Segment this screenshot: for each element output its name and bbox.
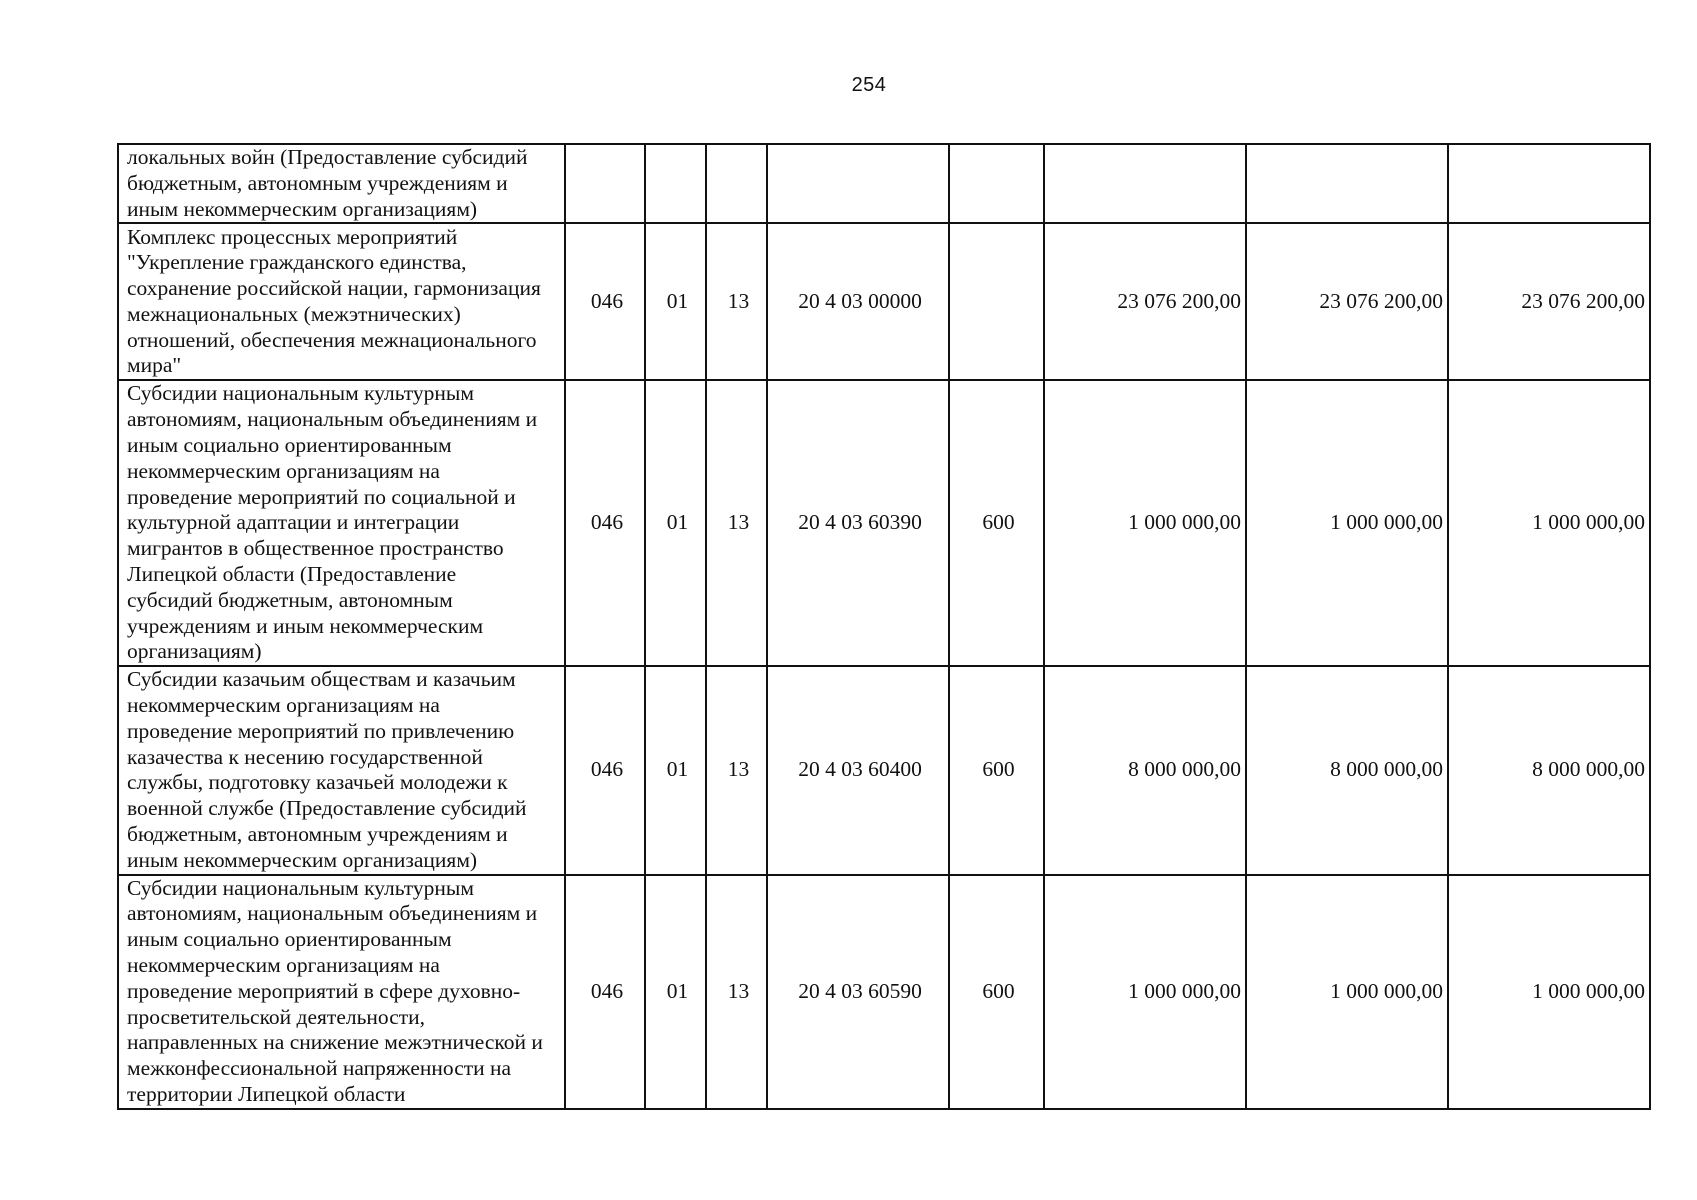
expense-type-code: 600	[949, 875, 1044, 1109]
subsection-code: 13	[706, 380, 767, 666]
row-description: локальных войн (Предоставление субсидий бюджетным, автономным учреждениям и иным некоммерческим организациям)	[118, 144, 565, 223]
table-row	[118, 380, 1650, 666]
table-row	[118, 875, 1650, 1109]
section-code: 01	[645, 875, 706, 1109]
target-article-code	[767, 144, 949, 223]
expense-type-code	[949, 223, 1044, 380]
amount-year-1: 1 000 000,00	[1044, 875, 1246, 1109]
amount-year-3	[1448, 144, 1650, 223]
amount-year-2: 8 000 000,00	[1246, 666, 1448, 874]
amount-year-2: 1 000 000,00	[1246, 380, 1448, 666]
subsection-code	[706, 144, 767, 223]
ministry-code: 046	[565, 875, 645, 1109]
budget-table	[117, 143, 1651, 1110]
amount-year-1	[1044, 144, 1246, 223]
amount-year-2: 23 076 200,00	[1246, 223, 1448, 380]
ministry-code: 046	[565, 223, 645, 380]
section-code: 01	[645, 380, 706, 666]
amount-year-1: 1 000 000,00	[1044, 380, 1246, 666]
page-number: 254	[851, 74, 887, 96]
table-row	[118, 666, 1650, 874]
table-row	[118, 223, 1650, 380]
subsection-code: 13	[706, 875, 767, 1109]
ministry-code	[565, 144, 645, 223]
row-description: Субсидии национальным культурным автономиям, национальным объединениям и иным социально ориентированным некоммерческим организациям на проведение мероприятий по социальной и культурной адаптации и интеграции мигрантов в общественное пространство Липецкой области (Предоставление субсидий бюджетным, автономным учреждениям и иным некоммерческим организациям)	[118, 380, 565, 666]
target-article-code: 20 4 03 00000	[767, 223, 949, 380]
ministry-code: 046	[565, 666, 645, 874]
amount-year-1: 23 076 200,00	[1044, 223, 1246, 380]
target-article-code: 20 4 03 60400	[767, 666, 949, 874]
section-code: 01	[645, 666, 706, 874]
subsection-code: 13	[706, 666, 767, 874]
table-row	[118, 144, 1650, 223]
amount-year-3: 1 000 000,00	[1448, 380, 1650, 666]
row-description: Комплекс процессных мероприятий "Укрепление гражданского единства, сохранение российской нации, гармонизация межнациональных (межэтнических) отношений, обеспечения межнационального мира"	[118, 223, 565, 380]
ministry-code: 046	[565, 380, 645, 666]
amount-year-1: 8 000 000,00	[1044, 666, 1246, 874]
amount-year-3: 23 076 200,00	[1448, 223, 1650, 380]
amount-year-2: 1 000 000,00	[1246, 875, 1448, 1109]
target-article-code: 20 4 03 60590	[767, 875, 949, 1109]
section-code	[645, 144, 706, 223]
amount-year-3: 8 000 000,00	[1448, 666, 1650, 874]
row-description: Субсидии национальным культурным автономиям, национальным объединениям и иным социально ориентированным некоммерческим организациям на проведение мероприятий в сфере духовно- просветительской деятельности, направленных на снижение межэтнической и межконфессиональной напряженности на территории Липецкой области	[118, 875, 565, 1109]
expense-type-code: 600	[949, 666, 1044, 874]
expense-type-code: 600	[949, 380, 1044, 666]
subsection-code: 13	[706, 223, 767, 380]
section-code: 01	[645, 223, 706, 380]
amount-year-2	[1246, 144, 1448, 223]
target-article-code: 20 4 03 60390	[767, 380, 949, 666]
row-description: Субсидии казачьим обществам и казачьим некоммерческим организациям на проведение мероприятий по привлечению казачества к несению государственной службы, подготовку казачьей молодежи к военной службе (Предоставление субсидий бюджетным, автономным учреждениям и иным некоммерческим организациям)	[118, 666, 565, 874]
expense-type-code	[949, 144, 1044, 223]
amount-year-3: 1 000 000,00	[1448, 875, 1650, 1109]
